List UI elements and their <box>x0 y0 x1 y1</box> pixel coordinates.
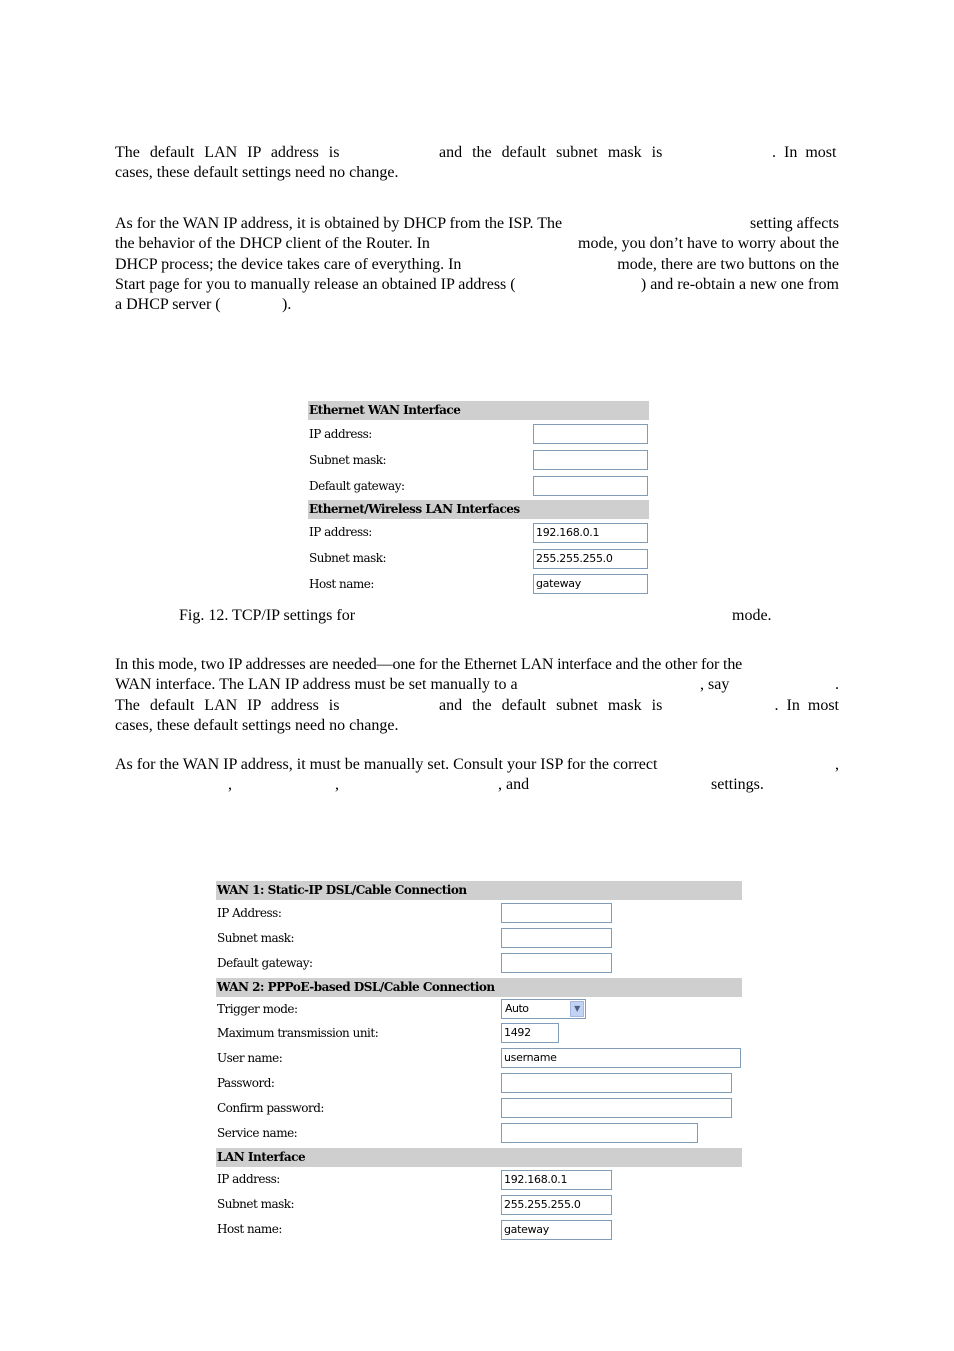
text-fragment: The default LAN IP address is <box>115 696 340 714</box>
text-fragment: a DHCP server ( <box>115 296 221 314</box>
text-fragment: , say <box>700 676 730 694</box>
paragraph-default-lan <box>115 143 839 184</box>
paragraph-line <box>115 755 839 775</box>
text-fragment: setting affects <box>749 215 839 232</box>
ip-address-label: IP Address: <box>217 906 282 920</box>
lan-subnet-mask-label: Subnet mask: <box>217 1197 295 1211</box>
password-label: Password: <box>217 1076 275 1090</box>
text-fragment: , <box>335 776 339 794</box>
paragraph-line <box>115 775 839 795</box>
paragraph-line <box>115 275 839 295</box>
text-fragment: settings. <box>711 776 764 794</box>
paragraph-static-mode <box>115 655 839 736</box>
section-header-wan1-static: WAN 1: Static-IP DSL/Cable Connection <box>216 881 742 900</box>
paragraph-line: cases, these default settings need no change. <box>115 164 399 182</box>
ip-address-label: IP address: <box>309 427 372 441</box>
lan-ip-address-input[interactable]: 192.168.0.1 <box>501 1170 612 1190</box>
password-input[interactable] <box>501 1073 732 1093</box>
text-fragment: . In most <box>772 144 837 161</box>
caption-text: Fig. 12. TCP/IP settings for <box>179 607 356 624</box>
text-fragment: mode, there are two buttons on the <box>617 255 839 273</box>
section-header-ethernet-wan: Ethernet WAN Interface <box>308 401 649 420</box>
text-fragment: ) and re-obtain a new one from <box>640 275 839 293</box>
tcpip-settings-form <box>308 401 649 597</box>
text-fragment: WAN interface. The LAN IP address must be set manually to a <box>115 676 518 694</box>
default-gateway-label: Default gateway: <box>309 479 405 493</box>
paragraph-line <box>115 234 839 254</box>
trigger-mode-value: Auto <box>505 1002 529 1015</box>
lan-ip-address-input[interactable]: 192.168.0.1 <box>533 523 648 543</box>
paragraph-line <box>115 143 839 163</box>
wan1-default-gateway-input[interactable] <box>501 953 612 973</box>
text-fragment: DHCP process; the device takes care of everything. In <box>115 255 462 273</box>
lan-subnet-mask-input[interactable]: 255.255.255.0 <box>501 1195 612 1215</box>
host-name-label: Host name: <box>217 1222 282 1236</box>
service-name-input[interactable] <box>501 1123 698 1143</box>
section-header-lan-interface: LAN Interface <box>216 1148 742 1167</box>
text-fragment: , and <box>498 776 530 794</box>
trigger-mode-select[interactable] <box>501 999 586 1019</box>
lan-ip-address-label: IP address: <box>217 1172 280 1186</box>
subnet-mask-label: Subnet mask: <box>217 931 295 945</box>
user-name-input[interactable]: username <box>501 1048 741 1068</box>
mtu-label: Maximum transmission unit: <box>217 1026 379 1040</box>
lan-ip-address-label: IP address: <box>309 525 372 539</box>
dual-wan-settings-form <box>216 881 742 1243</box>
service-name-label: Service name: <box>217 1126 298 1140</box>
text-fragment: , <box>835 756 839 773</box>
paragraph-wan-manual <box>115 755 839 796</box>
mtu-input[interactable]: 1492 <box>501 1023 559 1043</box>
paragraph-line <box>115 295 839 315</box>
chevron-down-icon[interactable]: ▼ <box>570 1001 584 1017</box>
paragraph-line <box>115 696 839 716</box>
text-fragment: As for the WAN IP address, it is obtained by DHCP from the ISP. The <box>115 215 563 232</box>
user-name-label: User name: <box>217 1051 283 1065</box>
confirm-password-label: Confirm password: <box>217 1101 324 1115</box>
paragraph-line <box>115 675 839 695</box>
host-name-label: Host name: <box>309 577 374 591</box>
host-name-input[interactable]: gateway <box>501 1220 612 1240</box>
wan-default-gateway-input[interactable] <box>533 476 648 496</box>
section-header-ethernet-wireless-lan: Ethernet/Wireless LAN Interfaces <box>308 500 649 519</box>
figure-12-caption-tail: mode. <box>732 607 772 624</box>
lan-subnet-mask-label: Subnet mask: <box>309 551 387 565</box>
wan-ip-address-input[interactable] <box>533 424 648 444</box>
paragraph-line <box>115 214 839 234</box>
section-header-wan2-pppoe: WAN 2: PPPoE-based DSL/Cable Connection <box>216 978 742 997</box>
paragraph-line <box>115 255 839 275</box>
paragraph-wan-dhcp <box>115 214 839 315</box>
text-fragment: The default LAN IP address is <box>115 144 340 161</box>
paragraph-line: In this mode, two IP addresses are needed—one for the Ethernet LAN interface and the other for the <box>115 656 743 673</box>
text-fragment: the behavior of the DHCP client of the Router. In <box>115 235 430 253</box>
confirm-password-input[interactable] <box>501 1098 732 1118</box>
lan-subnet-mask-input[interactable]: 255.255.255.0 <box>533 549 648 569</box>
text-fragment: . <box>835 676 839 694</box>
text-fragment: . In most <box>774 696 839 714</box>
wan-subnet-mask-input[interactable] <box>533 450 648 470</box>
wan1-ip-address-input[interactable] <box>501 903 612 923</box>
default-gateway-label: Default gateway: <box>217 956 313 970</box>
subnet-mask-label: Subnet mask: <box>309 453 387 467</box>
text-fragment: Start page for you to manually release an obtained IP address ( <box>115 275 516 293</box>
paragraph-line: cases, these default settings need no change. <box>115 716 399 734</box>
trigger-mode-label: Trigger mode: <box>217 1002 298 1016</box>
text-fragment: and the default subnet mask is <box>439 144 663 161</box>
text-fragment: ). <box>282 296 292 314</box>
text-fragment: and the default subnet mask is <box>439 696 663 714</box>
text-fragment: , <box>228 776 232 794</box>
figure-12-caption <box>179 606 355 626</box>
host-name-input[interactable]: gateway <box>533 574 648 594</box>
wan1-subnet-mask-input[interactable] <box>501 928 612 948</box>
text-fragment: As for the WAN IP address, it must be manually set. Consult your ISP for the correct <box>115 756 658 773</box>
text-fragment: mode, you don’t have to worry about the <box>578 235 839 253</box>
